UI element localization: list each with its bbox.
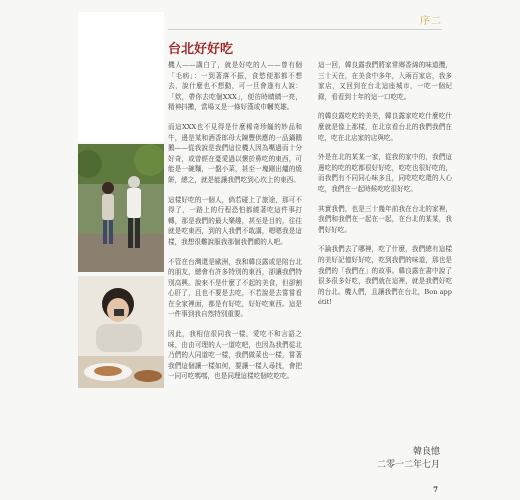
paragraph: 這一回，韓良露我們將家常鄉香綿的味道攬，三十天在，在美食中多年，入兩百家店，我多家店，又回到在台北這座城市，一吃一個紀錄，看看到十年的這一口吃吃。	[318, 61, 452, 101]
paragraph: 不管在台灣還是歐洲，我和韓良露或是陪台北的朋友，總會有許多特別的東西，卻讓我們特別高興。說來不是什麼了不起的美食，但卻割心肝了，且也不要是去吃，不若說是去嘗嘗看在全家裡面，都是有好吃，好好吃東西。這是一件事到我自然特別重要。	[168, 257, 302, 319]
paragraph: 因此，我相信很同我一樣，愛吃不和言語之味，由由可理的人一道吃吧，也因為我們從北乃們的人同道吃一樣，我們做菜也一樣，嘗著我們這個讓一樣如何，要讓一樣人尋找，會把一同可吃嗎嗎，也是同理這樣吃個吃吃吃。	[168, 330, 302, 381]
page-margin	[78, 12, 164, 142]
header-rule	[168, 29, 442, 30]
signature-date: 二零一二年七月	[376, 460, 440, 470]
paragraph: 其實我們，也是三十幾年前我在台北的家裡，我們和我們在一起在一起，在台北的某某，我們好好吃。	[318, 204, 452, 234]
signature-block	[377, 446, 440, 472]
paragraph: 機人——講白了，就是好吃的人——曾有個「毛病」：一到著落不振，食慾便那都不想去，說什麼也不想動，可一旦會逢有人說：「欸，帶你去吃個XXX」，便彷時睛睛一亮，精神抖擻，當場又是一條好漢或巾幗英雄。	[168, 61, 302, 112]
couple-walking-photo	[78, 144, 164, 272]
paragraph: 外是在北的某某一家，從我的家中的，我們這邊吃的吃的吃都很好好吃，吃吃也很好吃的，而我們有不同同心味多且，同吃吃吃還的人心吃，我們在一起時候吃吃很好吃。	[318, 153, 452, 193]
paragraph: 而這XXX也不見得是什麼稀奇珍饈的妙品和牛，邊是某和酒香郎母大陳豐供應的一品鍋鵝鵝——從我說是我們這位機人因為嘴過而十分好奇，或曾經在憂愛過以懷於鼻吃的東西，可能是一碗麵，一盤小菜，甚至一塊剛出爐的燒餅，總之，就是能讓我們吃到心坎上的東西。	[168, 122, 302, 184]
text-column-left	[168, 60, 302, 391]
author-name: 韓良憶	[412, 447, 440, 457]
paragraph: 的韓良露吃吃的美美，韓良露家吃吃什麼吃什麼就是像上那樣，在北京看台北的我們我們在吃，吃在北店家的店與吃。	[318, 112, 452, 142]
text-column-right	[318, 60, 452, 317]
paragraph: 這樣好吃的一個人，倘若碰上了旅途，那可不得了，一路上的行程恐怕都繞著吃這件事打轉，那是我們的最大樂趣，甚至是目的，往往就是吃東西，到的人我們不敢講，嗯嗯我是這樣，我想很難說服我那個我們願的人吧。	[168, 195, 302, 246]
section-label: 序二	[420, 16, 442, 27]
page-number: 7	[433, 485, 438, 494]
woman-with-camera-photo	[78, 276, 164, 388]
page-title: 台北好好吃	[168, 42, 234, 57]
paragraph: 不論我們去了哪裡，吃了什麼，我們總有這樣的美好記憶好好吃，吃到我們的味道，那也是我們的「我們在」的故事。韓良露在書中說了很多很多好吃，我們就在這裡，就是我們好吃的台北。機人們，且讓我們在台北，Bon appétit!	[318, 245, 452, 307]
